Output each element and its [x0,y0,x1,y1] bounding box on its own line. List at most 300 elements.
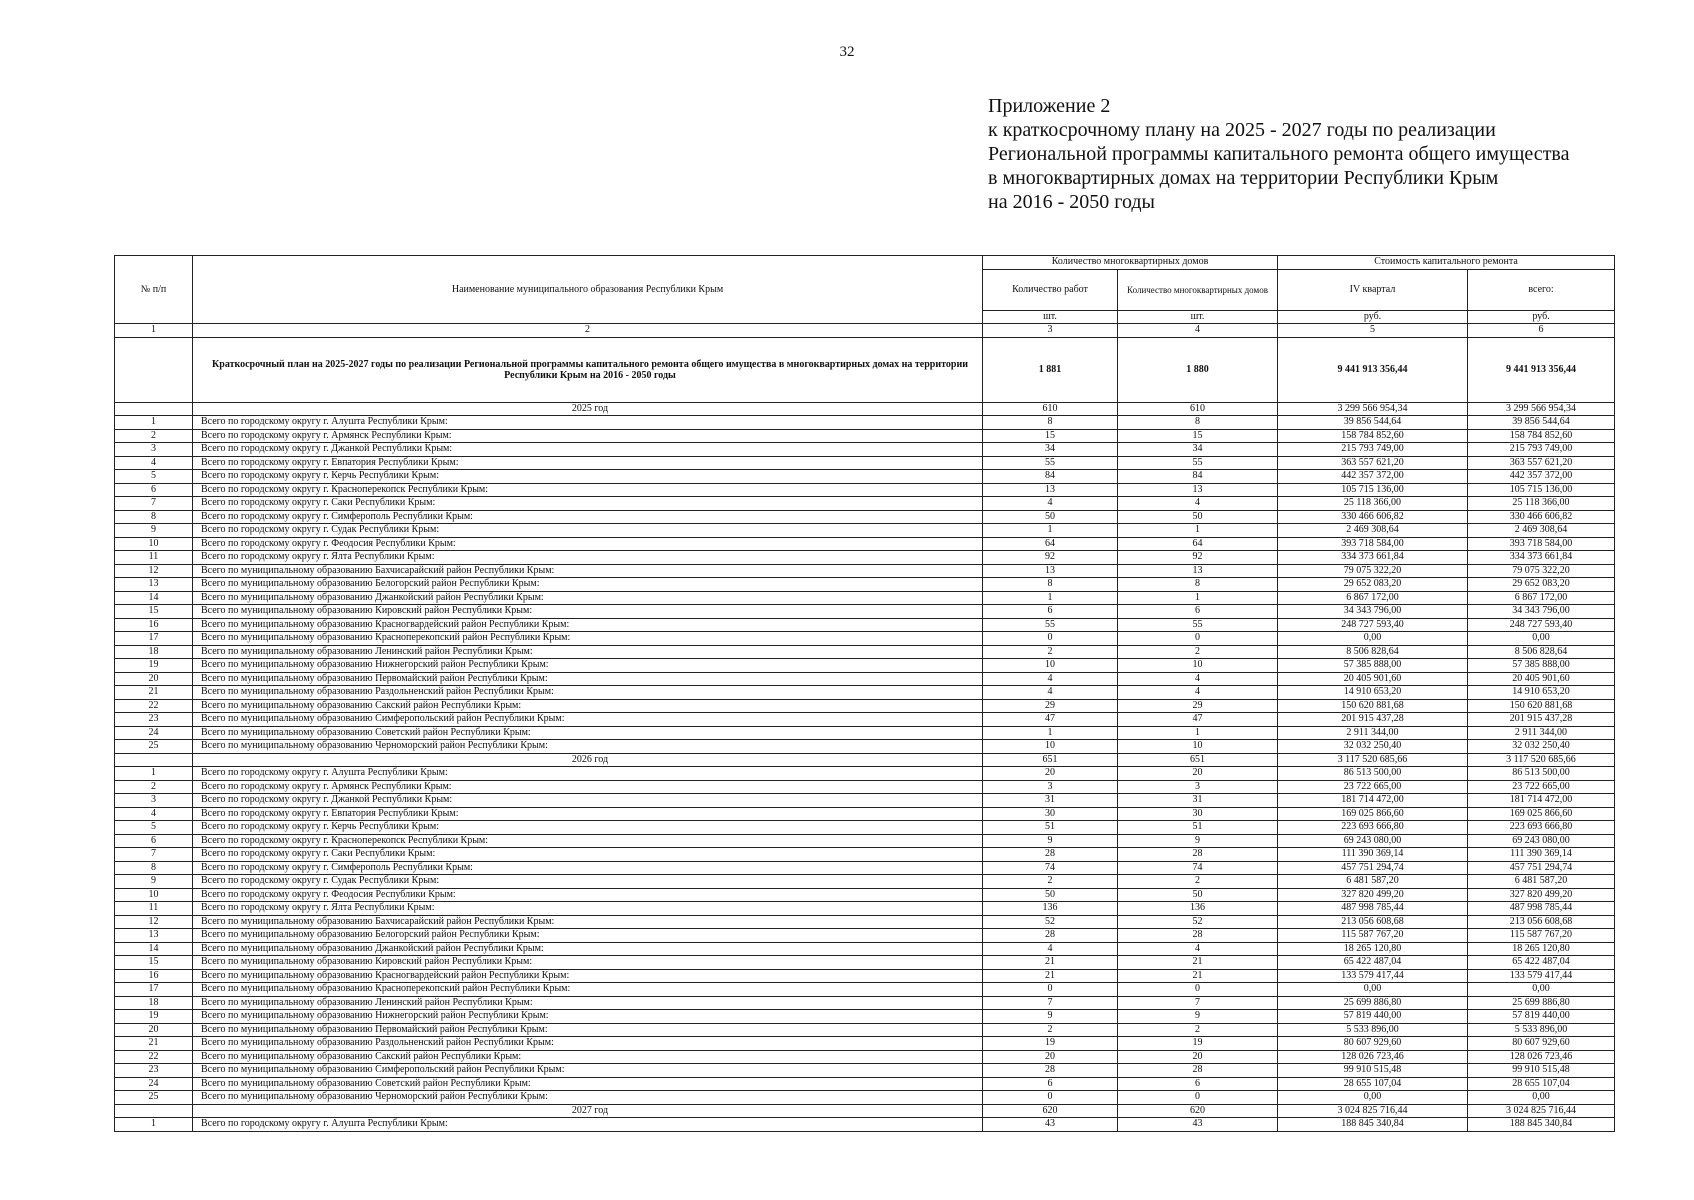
row-number: 19 [115,659,193,673]
row-q4: 79 075 322,20 [1278,564,1468,578]
row-q4: 201 915 437,28 [1278,713,1468,727]
header-q4: IV квартал [1278,269,1468,310]
row-municipality: Всего по муниципальному образованию Сакский район Республики Крым: [193,1050,983,1064]
year-num [115,1104,193,1118]
row-works: 15 [983,429,1118,443]
row-works: 8 [983,416,1118,430]
row-q4: 2 911 344,00 [1278,726,1468,740]
row-number: 14 [115,942,193,956]
row-works: 3 [983,780,1118,794]
row-number: 12 [115,915,193,929]
row-works: 28 [983,929,1118,943]
row-municipality: Всего по городскому округу г. Алушта Республики Крым: [193,416,983,430]
row-total: 2 911 344,00 [1468,726,1615,740]
row-number: 13 [115,578,193,592]
row-total: 65 422 487,04 [1468,956,1615,970]
row-total: 330 466 606,82 [1468,510,1615,524]
row-q4: 23 722 665,00 [1278,780,1468,794]
year-works: 651 [983,753,1118,767]
row-number: 3 [115,794,193,808]
row-total: 158 784 852,60 [1468,429,1615,443]
row-municipality: Всего по городскому округу г. Армянск Республики Крым: [193,780,983,794]
row-works: 2 [983,875,1118,889]
row-q4: 6 867 172,00 [1278,591,1468,605]
table-row [115,1037,1615,1051]
row-works: 13 [983,564,1118,578]
row-total: 99 910 515,48 [1468,1064,1615,1078]
row-number: 7 [115,497,193,511]
row-municipality: Всего по городскому округу г. Симферополь Республики Крым: [193,861,983,875]
row-works: 34 [983,443,1118,457]
row-works: 7 [983,996,1118,1010]
row-q4: 25 699 886,80 [1278,996,1468,1010]
year-houses: 651 [1118,753,1278,767]
year-row [115,1104,1615,1118]
table-row [115,510,1615,524]
row-total: 34 343 796,00 [1468,605,1615,619]
row-number: 16 [115,969,193,983]
row-houses: 51 [1118,821,1278,835]
table-row [115,551,1615,565]
summary-num [115,337,193,402]
table-row [115,416,1615,430]
year-total: 3 024 825 716,44 [1468,1104,1615,1118]
row-works: 64 [983,537,1118,551]
row-municipality: Всего по городскому округу г. Ялта Республики Крым: [193,551,983,565]
row-works: 21 [983,956,1118,970]
row-q4: 223 693 666,80 [1278,821,1468,835]
row-houses: 64 [1118,537,1278,551]
row-houses: 19 [1118,1037,1278,1051]
appendix-line: на 2016 - 2050 годы [988,191,1155,213]
table-row [115,821,1615,835]
row-works: 47 [983,713,1118,727]
row-total: 363 557 621,20 [1468,456,1615,470]
row-works: 6 [983,605,1118,619]
row-works: 50 [983,888,1118,902]
page-number: 32 [839,44,855,60]
row-number: 15 [115,956,193,970]
row-total: 28 655 107,04 [1468,1077,1615,1091]
row-number: 15 [115,605,193,619]
row-houses: 55 [1118,456,1278,470]
row-houses: 28 [1118,929,1278,943]
table-row [115,524,1615,538]
row-houses: 52 [1118,915,1278,929]
row-municipality: Всего по муниципальному образованию Нижнегорский район Республики Крым: [193,659,983,673]
appendix-line: Региональной программы капитального ремонта общего имущества [988,143,1570,165]
row-q4: 327 820 499,20 [1278,888,1468,902]
row-q4: 0,00 [1278,632,1468,646]
row-number: 22 [115,1050,193,1064]
table-row [115,605,1615,619]
row-total: 69 243 080,00 [1468,834,1615,848]
row-municipality: Всего по городскому округу г. Саки Республики Крым: [193,848,983,862]
row-works: 1 [983,726,1118,740]
row-number: 18 [115,996,193,1010]
row-q4: 150 620 881,68 [1278,699,1468,713]
row-number: 7 [115,848,193,862]
summary-total: 9 441 913 356,44 [1468,337,1615,402]
row-q4: 105 715 136,00 [1278,483,1468,497]
row-number: 16 [115,618,193,632]
row-municipality: Всего по городскому округу г. Феодосия Республики Крым: [193,888,983,902]
year-label: 2026 год [193,753,983,767]
row-municipality: Всего по городскому округу г. Керчь Республики Крым: [193,470,983,484]
row-total: 57 819 440,00 [1468,1010,1615,1024]
row-number: 2 [115,429,193,443]
row-municipality: Всего по муниципальному образованию Ленинский район Республики Крым: [193,996,983,1010]
row-number: 5 [115,821,193,835]
row-total: 0,00 [1468,983,1615,997]
row-municipality: Всего по муниципальному образованию Раздольненский район Республики Крым: [193,686,983,700]
year-total: 3 299 566 954,34 [1468,402,1615,416]
row-municipality: Всего по муниципальному образованию Красногвардейский район Республики Крым: [193,618,983,632]
row-houses: 21 [1118,969,1278,983]
row-works: 30 [983,807,1118,821]
row-works: 2 [983,1023,1118,1037]
year-works: 620 [983,1104,1118,1118]
row-municipality: Всего по городскому округу г. Джанкой Республики Крым: [193,443,983,457]
row-works: 136 [983,902,1118,916]
row-houses: 4 [1118,942,1278,956]
row-total: 393 718 584,00 [1468,537,1615,551]
table-row [115,902,1615,916]
row-municipality: Всего по муниципальному образованию Кировский район Республики Крым: [193,956,983,970]
header-unit-rub: руб. [1468,310,1615,324]
row-total: 86 513 500,00 [1468,767,1615,781]
row-total: 57 385 888,00 [1468,659,1615,673]
table-row [115,659,1615,673]
appendix-heading [988,94,1668,214]
row-works: 74 [983,861,1118,875]
row-houses: 29 [1118,699,1278,713]
row-works: 55 [983,456,1118,470]
header-unit-pcs: шт. [983,310,1118,324]
row-total: 213 056 608,68 [1468,915,1615,929]
row-total: 105 715 136,00 [1468,483,1615,497]
table-row [115,983,1615,997]
table-row [115,767,1615,781]
row-municipality: Всего по городскому округу г. Судак Республики Крым: [193,875,983,889]
row-municipality: Всего по муниципальному образованию Советский район Республики Крым: [193,726,983,740]
row-works: 50 [983,510,1118,524]
row-works: 1 [983,591,1118,605]
row-total: 201 915 437,28 [1468,713,1615,727]
row-number: 1 [115,416,193,430]
row-total: 20 405 901,60 [1468,672,1615,686]
row-number: 4 [115,807,193,821]
row-total: 223 693 666,80 [1468,821,1615,835]
row-number: 19 [115,1010,193,1024]
table-row [115,645,1615,659]
row-municipality: Всего по городскому округу г. Саки Республики Крым: [193,497,983,511]
row-q4: 0,00 [1278,983,1468,997]
row-number: 24 [115,1077,193,1091]
header-unit-pcs: шт. [1118,310,1278,324]
row-houses: 6 [1118,605,1278,619]
row-municipality: Всего по городскому округу г. Красноперекопск Республики Крым: [193,834,983,848]
row-houses: 2 [1118,1023,1278,1037]
row-number: 8 [115,510,193,524]
row-number: 1 [115,1118,193,1132]
year-works: 610 [983,402,1118,416]
table-row [115,726,1615,740]
row-q4: 128 026 723,46 [1278,1050,1468,1064]
row-municipality: Всего по муниципальному образованию Первомайский район Республики Крым: [193,672,983,686]
row-municipality: Всего по муниципальному образованию Красногвардейский район Республики Крым: [193,969,983,983]
table-row [115,537,1615,551]
row-number: 17 [115,632,193,646]
row-houses: 21 [1118,956,1278,970]
row-total: 248 727 593,40 [1468,618,1615,632]
table-row [115,672,1615,686]
year-q4: 3 299 566 954,34 [1278,402,1468,416]
row-houses: 55 [1118,618,1278,632]
row-total: 39 856 544,64 [1468,416,1615,430]
row-houses: 84 [1118,470,1278,484]
row-total: 14 910 653,20 [1468,686,1615,700]
row-municipality: Всего по городскому округу г. Керчь Республики Крым: [193,821,983,835]
row-works: 19 [983,1037,1118,1051]
row-q4: 158 784 852,60 [1278,429,1468,443]
row-works: 31 [983,794,1118,808]
row-total: 111 390 369,14 [1468,848,1615,862]
table-row [115,740,1615,754]
row-municipality: Всего по муниципальному образованию Сакский район Республики Крым: [193,699,983,713]
row-houses: 20 [1118,1050,1278,1064]
row-houses: 1 [1118,524,1278,538]
column-number: 1 [115,324,193,338]
row-municipality: Всего по муниципальному образованию Черноморский район Республики Крым: [193,1091,983,1105]
row-total: 188 845 340,84 [1468,1118,1615,1132]
row-q4: 25 118 366,00 [1278,497,1468,511]
year-houses: 610 [1118,402,1278,416]
table-row [115,497,1615,511]
row-houses: 10 [1118,659,1278,673]
row-total: 327 820 499,20 [1468,888,1615,902]
row-municipality: Всего по городскому округу г. Евпатория Республики Крым: [193,456,983,470]
row-houses: 50 [1118,888,1278,902]
year-q4: 3 024 825 716,44 [1278,1104,1468,1118]
row-number: 8 [115,861,193,875]
row-works: 8 [983,578,1118,592]
row-q4: 111 390 369,14 [1278,848,1468,862]
row-q4: 34 343 796,00 [1278,605,1468,619]
row-total: 6 481 587,20 [1468,875,1615,889]
row-number: 1 [115,767,193,781]
row-total: 2 469 308,64 [1468,524,1615,538]
row-works: 4 [983,672,1118,686]
table-row [115,1118,1615,1132]
header-name: Наименование муниципального образования Республики Крым [193,256,983,324]
row-works: 92 [983,551,1118,565]
row-total: 150 620 881,68 [1468,699,1615,713]
row-houses: 1 [1118,726,1278,740]
row-houses: 74 [1118,861,1278,875]
row-number: 10 [115,888,193,902]
row-works: 0 [983,1091,1118,1105]
table-row [115,591,1615,605]
row-q4: 57 385 888,00 [1278,659,1468,673]
plan-table [114,255,1615,1132]
row-number: 6 [115,483,193,497]
row-works: 13 [983,483,1118,497]
row-q4: 442 357 372,00 [1278,470,1468,484]
row-q4: 69 243 080,00 [1278,834,1468,848]
header-group-cost: Стоимость капитального ремонта [1278,256,1615,270]
row-total: 128 026 723,46 [1468,1050,1615,1064]
row-q4: 393 718 584,00 [1278,537,1468,551]
row-number: 13 [115,929,193,943]
row-total: 442 357 372,00 [1468,470,1615,484]
row-number: 20 [115,1023,193,1037]
row-q4: 32 032 250,40 [1278,740,1468,754]
row-works: 20 [983,767,1118,781]
header-total: всего: [1468,269,1615,310]
table-row [115,1064,1615,1078]
row-works: 9 [983,1010,1118,1024]
table-row [115,996,1615,1010]
table-row [115,699,1615,713]
row-total: 215 793 749,00 [1468,443,1615,457]
row-number: 23 [115,713,193,727]
row-houses: 10 [1118,740,1278,754]
row-q4: 57 819 440,00 [1278,1010,1468,1024]
row-houses: 28 [1118,848,1278,862]
row-q4: 20 405 901,60 [1278,672,1468,686]
table-row [115,848,1615,862]
row-houses: 0 [1118,1091,1278,1105]
row-works: 29 [983,699,1118,713]
row-q4: 334 373 661,84 [1278,551,1468,565]
table-row [115,1050,1615,1064]
row-houses: 31 [1118,794,1278,808]
row-houses: 9 [1118,834,1278,848]
row-total: 0,00 [1468,1091,1615,1105]
row-number: 4 [115,456,193,470]
table-row [115,470,1615,484]
row-total: 25 118 366,00 [1468,497,1615,511]
row-houses: 6 [1118,1077,1278,1091]
row-municipality: Всего по муниципальному образованию Красноперекопский район Республики Крым: [193,632,983,646]
table-row [115,1023,1615,1037]
table-row [115,969,1615,983]
row-number: 18 [115,645,193,659]
row-total: 181 714 472,00 [1468,794,1615,808]
row-works: 28 [983,848,1118,862]
year-row [115,402,1615,416]
row-municipality: Всего по городскому округу г. Джанкой Республики Крым: [193,794,983,808]
row-houses: 8 [1118,416,1278,430]
row-number: 11 [115,902,193,916]
row-houses: 34 [1118,443,1278,457]
row-q4: 8 506 828,64 [1278,645,1468,659]
header-houses-count: Количество многоквартирных домов [1118,269,1278,310]
row-municipality: Всего по муниципальному образованию Симферопольский район Республики Крым: [193,1064,983,1078]
table-row [115,483,1615,497]
row-q4: 487 998 785,44 [1278,902,1468,916]
table-header [115,256,1615,324]
table-row [115,794,1615,808]
year-label: 2027 год [193,1104,983,1118]
row-municipality: Всего по муниципальному образованию Кировский район Республики Крым: [193,605,983,619]
row-q4: 39 856 544,64 [1278,416,1468,430]
row-number: 2 [115,780,193,794]
row-houses: 50 [1118,510,1278,524]
row-houses: 0 [1118,632,1278,646]
row-houses: 92 [1118,551,1278,565]
row-q4: 5 533 896,00 [1278,1023,1468,1037]
header-works-count: Количество работ [983,269,1118,310]
summary-houses: 1 880 [1118,337,1278,402]
row-total: 8 506 828,64 [1468,645,1615,659]
row-q4: 330 466 606,82 [1278,510,1468,524]
year-total: 3 117 520 685,66 [1468,753,1615,767]
row-houses: 47 [1118,713,1278,727]
row-number: 9 [115,875,193,889]
row-municipality: Всего по городскому округу г. Армянск Республики Крым: [193,429,983,443]
row-q4: 213 056 608,68 [1278,915,1468,929]
table-body [115,324,1615,1132]
row-total: 23 722 665,00 [1468,780,1615,794]
row-number: 25 [115,1091,193,1105]
row-municipality: Всего по муниципальному образованию Бахчисарайский район Республики Крым: [193,915,983,929]
row-q4: 65 422 487,04 [1278,956,1468,970]
row-total: 79 075 322,20 [1468,564,1615,578]
row-municipality: Всего по муниципальному образованию Симферопольский район Республики Крым: [193,713,983,727]
table-row [115,942,1615,956]
row-number: 3 [115,443,193,457]
summary-works: 1 881 [983,337,1118,402]
row-q4: 248 727 593,40 [1278,618,1468,632]
appendix-line: Приложение 2 [988,95,1111,117]
table-row [115,456,1615,470]
row-total: 115 587 767,20 [1468,929,1615,943]
column-number: 3 [983,324,1118,338]
row-municipality: Всего по городскому округу г. Ялта Республики Крым: [193,902,983,916]
year-num [115,402,193,416]
table-row [115,780,1615,794]
table-row [115,1010,1615,1024]
row-number: 12 [115,564,193,578]
year-q4: 3 117 520 685,66 [1278,753,1468,767]
row-number: 23 [115,1064,193,1078]
row-q4: 457 751 294,74 [1278,861,1468,875]
row-municipality: Всего по городскому округу г. Алушта Республики Крым: [193,767,983,781]
row-works: 10 [983,740,1118,754]
table-row [115,1091,1615,1105]
row-total: 32 032 250,40 [1468,740,1615,754]
row-total: 18 265 120,80 [1468,942,1615,956]
table-row [115,807,1615,821]
header-unit-rub: руб. [1278,310,1468,324]
table-row [115,861,1615,875]
row-municipality: Всего по муниципальному образованию Белогорский район Республики Крым: [193,578,983,592]
row-houses: 2 [1118,875,1278,889]
row-q4: 80 607 929,60 [1278,1037,1468,1051]
row-number: 21 [115,686,193,700]
row-works: 9 [983,834,1118,848]
row-number: 6 [115,834,193,848]
row-total: 5 533 896,00 [1468,1023,1615,1037]
table-row [115,632,1615,646]
row-total: 80 607 929,60 [1468,1037,1615,1051]
row-number: 14 [115,591,193,605]
appendix-line: в многоквартирных домах на территории Республики Крым [988,167,1499,189]
row-q4: 188 845 340,84 [1278,1118,1468,1132]
table-row [115,578,1615,592]
